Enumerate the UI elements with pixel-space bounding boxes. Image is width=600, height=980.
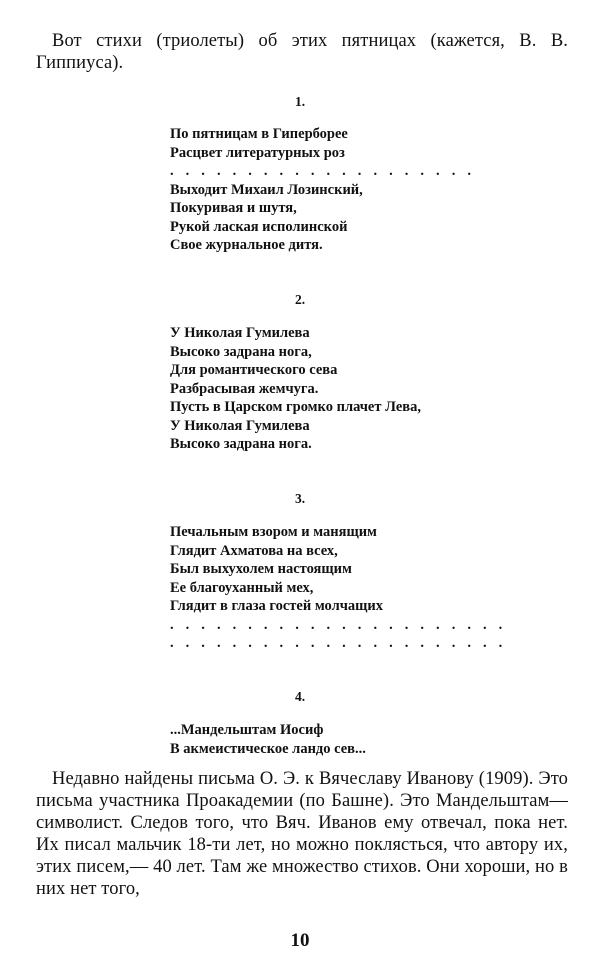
verse-line: Высоко задрана нога, [170, 343, 312, 360]
verse-ellipsis-line: . . . . . . . . . . . . . . . . . . . . . . [170, 616, 507, 633]
verse-line: ...Мандельштам Иосиф [170, 722, 324, 738]
poem-2 [170, 324, 490, 454]
verse-line: Покуривая и шутя, [170, 200, 297, 216]
verse-ellipsis-line: . . . . . . . . . . . . . . . . . . . . [170, 163, 476, 179]
poem-3-number: 3. [294, 491, 306, 506]
verse-line: Был выхухолем настоящим [170, 561, 352, 577]
body-paragraph: Недавно найдены письма О. Э. к Вячеславу Иванову (1909). Это письма участника Проакадемии (по Башне). Это Мандельштам—символист. Следов того, что Вяч. Иванов ему отвечал, пока нет. Их писал мальчик 18-ти лет, но можно поклясться, что автору их, этих писем,— 40 лет. Там же множество стихов. Они хороши, но в них нет того, [36, 769, 568, 899]
verse-line: По пятницам в Гиперборее [170, 126, 348, 142]
verse-line: Высоко задрана нога. [170, 436, 312, 452]
poem-2-number: 2. [294, 292, 306, 307]
verse-line: В акмеистическое ландо сев... [170, 740, 366, 757]
verse-line: Расцвет литературных роз [170, 144, 345, 161]
verse-line: Ее благоуханный мех, [170, 579, 314, 596]
verse-ellipsis-line: . . . . . . . . . . . . . . . . . . . . . . [170, 635, 507, 651]
poem-1-number: 1. [294, 94, 306, 109]
verse-line: Рукой лаская исполинской [170, 218, 348, 235]
poem-4 [170, 721, 490, 758]
verse-line: Глядит в глаза гостей молчащих [170, 598, 383, 614]
poem-1 [170, 125, 490, 255]
verse-line: Печальным взором и манящим [170, 524, 377, 540]
page-number: 10 [290, 930, 310, 951]
verse-line: У Николая Гумилева [170, 325, 310, 341]
poem-3 [170, 523, 507, 653]
intro-paragraph: Вот стихи (триолеты) об этих пятницах (кажется, В. В. Гиппиуса). [36, 31, 568, 73]
verse-line: Пусть в Царском громко плачет Лева, [170, 399, 421, 415]
verse-line: Разбрасывая жемчуга. [170, 380, 319, 397]
verse-line: У Николая Гумилева [170, 417, 310, 434]
verse-line: Глядит Ахматова на всех, [170, 542, 338, 559]
verse-line: Для романтического сева [170, 362, 338, 378]
verse-line: Выходит Михаил Лозинский, [170, 181, 363, 198]
verse-line: Свое журнальное дитя. [170, 237, 323, 253]
poem-4-number: 4. [294, 689, 306, 704]
